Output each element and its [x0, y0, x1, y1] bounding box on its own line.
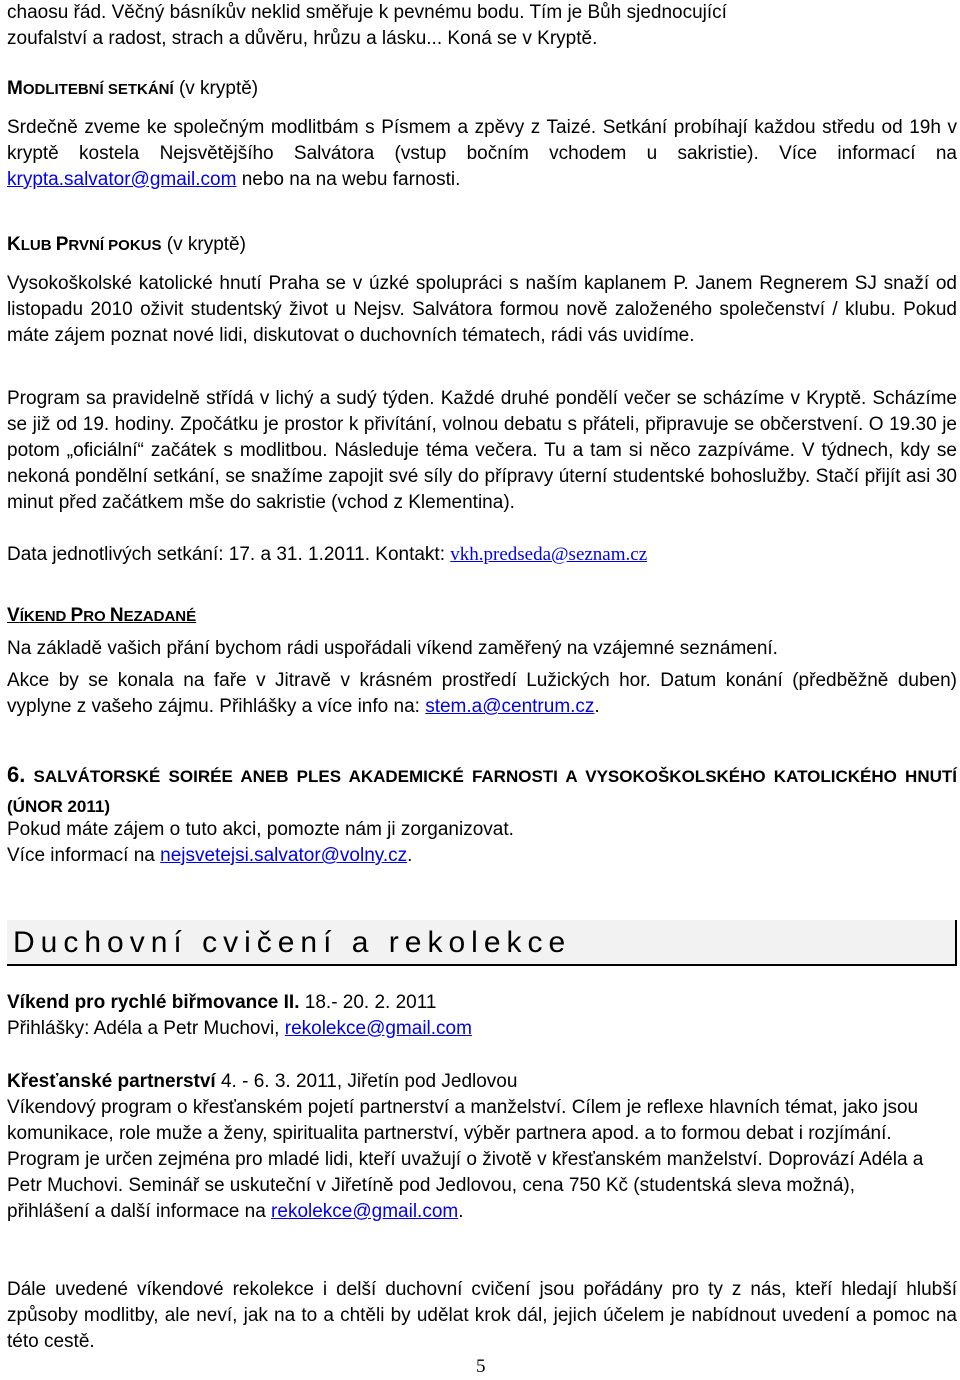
krypta-email-link[interactable]: krypta.salvator@gmail.com: [7, 169, 237, 190]
modlitebni-text: Srdečně zveme ke společným modlitbám s Písmem a zpěvy z Taizé. Setkání probíhají každou středu od 19h v kryptě kostela Nejsvětějšího Salvátora (vstup bočním vchodem u sakristie). Více informací na krypta.salvator@gmail.com nebo na na webu farnosti.: [7, 117, 957, 190]
partnerstvi-title-line: Křesťanské partnerství 4. - 6. 3. 2011, Jiřetín pod Jedlovou: [7, 1071, 518, 1092]
page-number: 5: [476, 1356, 486, 1377]
soiree-line-2: Více informací na nejsvetejsi.salvator@volny.cz.: [7, 845, 413, 866]
klub-heading: KLUB PRVNÍ POKUS (v kryptě): [7, 234, 246, 255]
rekolekce-email-link-2[interactable]: rekolekce@gmail.com: [271, 1201, 459, 1222]
partnerstvi-text: Víkendový program o křesťanském pojetí partnerství a manželství. Cílem je reflexe hlavních témat, jako jsou komunikace, role muže a ženy, spiritualita partnerství, výběr partnera apod. a to formou debat i rozjímání. Program je určen zejména pro mladé lidi, kteří uvažují o životě v křesťanském manželství. Doprovází Adéla a Petr Muchovi. Seminář se uskuteční v Jiřetíně pod Jedlovou, cena 750 Kč (studentská sleva možná), přihlášení a další informace na rekolekce@gmail.com.: [7, 1097, 924, 1222]
modlitebni-heading: MODLITEBNÍ SETKÁNÍ (v kryptě): [7, 78, 259, 99]
soiree-heading: 6. SALVÁTORSKÉ SOIRÉE ANEB PLES AKADEMICKÉ FARNOSTI A VYSOKOŠKOLSKÉHO KATOLICKÉHO HNUTÍ (ÚNOR 2011): [7, 762, 957, 816]
section-heading-box: [7, 920, 957, 966]
klub-paragraph-2: Program sa pravidelně střídá v lichý a sudý týden. Každé druhé pondělí večer se scházíme v Kryptě. Scházíme se již od 19. hodiny. Zpočátku je prostor k přivítání, volnou debatu s přáteli, připravuje se občerstvení. O 19.30 je potom „oficiální“ začátek s modlitbou. Následuje téma večera. Tu a tam si něco zazpíváme. V týdnech, kdy se nekoná pondělní setkání, se snažíme zapojit své síly do přípravy úterní studentské bohoslužby. Stačí přijít asi 30 minut před začátkem mše do sakristie (vchod z Klementina).: [7, 388, 957, 513]
vikend-paragraph-2: Akce by se konala na faře v Jitravě v krásném prostředí Lužických hor. Datum konání (předběžně duben) vyplyne z vašeho zájmu. Přihlášky a více info na: stem.a@centrum.cz.: [7, 670, 957, 717]
section-heading: Duchovní cvičení a rekolekce: [13, 926, 572, 959]
birmovanci-prihlasky: Přihlášky: Adéla a Petr Muchovi, rekolekce@gmail.com: [7, 1018, 472, 1039]
rekolekce-email-link[interactable]: rekolekce@gmail.com: [284, 1018, 472, 1039]
klub-contact: Data jednotlivých setkání: 17. a 31. 1.2011. Kontakt: vkh.predseda@seznam.cz: [7, 544, 648, 565]
stem-email-link[interactable]: stem.a@centrum.cz: [425, 696, 595, 717]
vikend-heading: VÍKEND PRO NEZADANÉ: [7, 605, 197, 626]
vikend-paragraph-1: Na základě vašich přání bychom rádi uspořádali víkend zaměřený na vzájemné seznámení.: [7, 638, 778, 659]
klub-paragraph-1: Vysokoškolské katolické hnutí Praha se v úzké spolupráci s naším kaplanem P. Janem Regnerem SJ snaží od listopadu 2010 oživit studentský život u Nejsv. Salvátora formou nově založeného společenství / klubu. Pokud máte zájem poznat nové lidi, diskutovat o duchovních tématech, rádi vás uvidíme.: [7, 273, 957, 346]
intro-text: chaosu řád. Věčný básníkův neklid směřuje k pevnému bodu. Tím je Bůh sjednocující zoufalství a radost, strach a důvěru, hrůzu a lásku... Koná se v Kryptě.: [7, 2, 727, 49]
soiree-line-1: Pokud máte zájem o tuto akci, pomozte nám ji zorganizovat.: [7, 819, 514, 840]
vkh-email-link[interactable]: vkh.predseda@seznam.cz: [450, 544, 648, 565]
birmovanci-title-line: Víkend pro rychlé biřmovance II. 18.- 20. 2. 2011: [7, 992, 437, 1013]
closing-paragraph: Dále uvedené víkendové rekolekce i delší duchovní cvičení jsou pořádány pro ty z nás, kteří hledají hlubší způsoby modlitby, ale neví, jak na to a chtěli by udělat krok dál, jejich účelem je nabídnout uvedení a pomoc na této cestě.: [7, 1279, 957, 1352]
nejsvetejsi-email-link[interactable]: nejsvetejsi.salvator@volny.cz: [160, 845, 408, 866]
